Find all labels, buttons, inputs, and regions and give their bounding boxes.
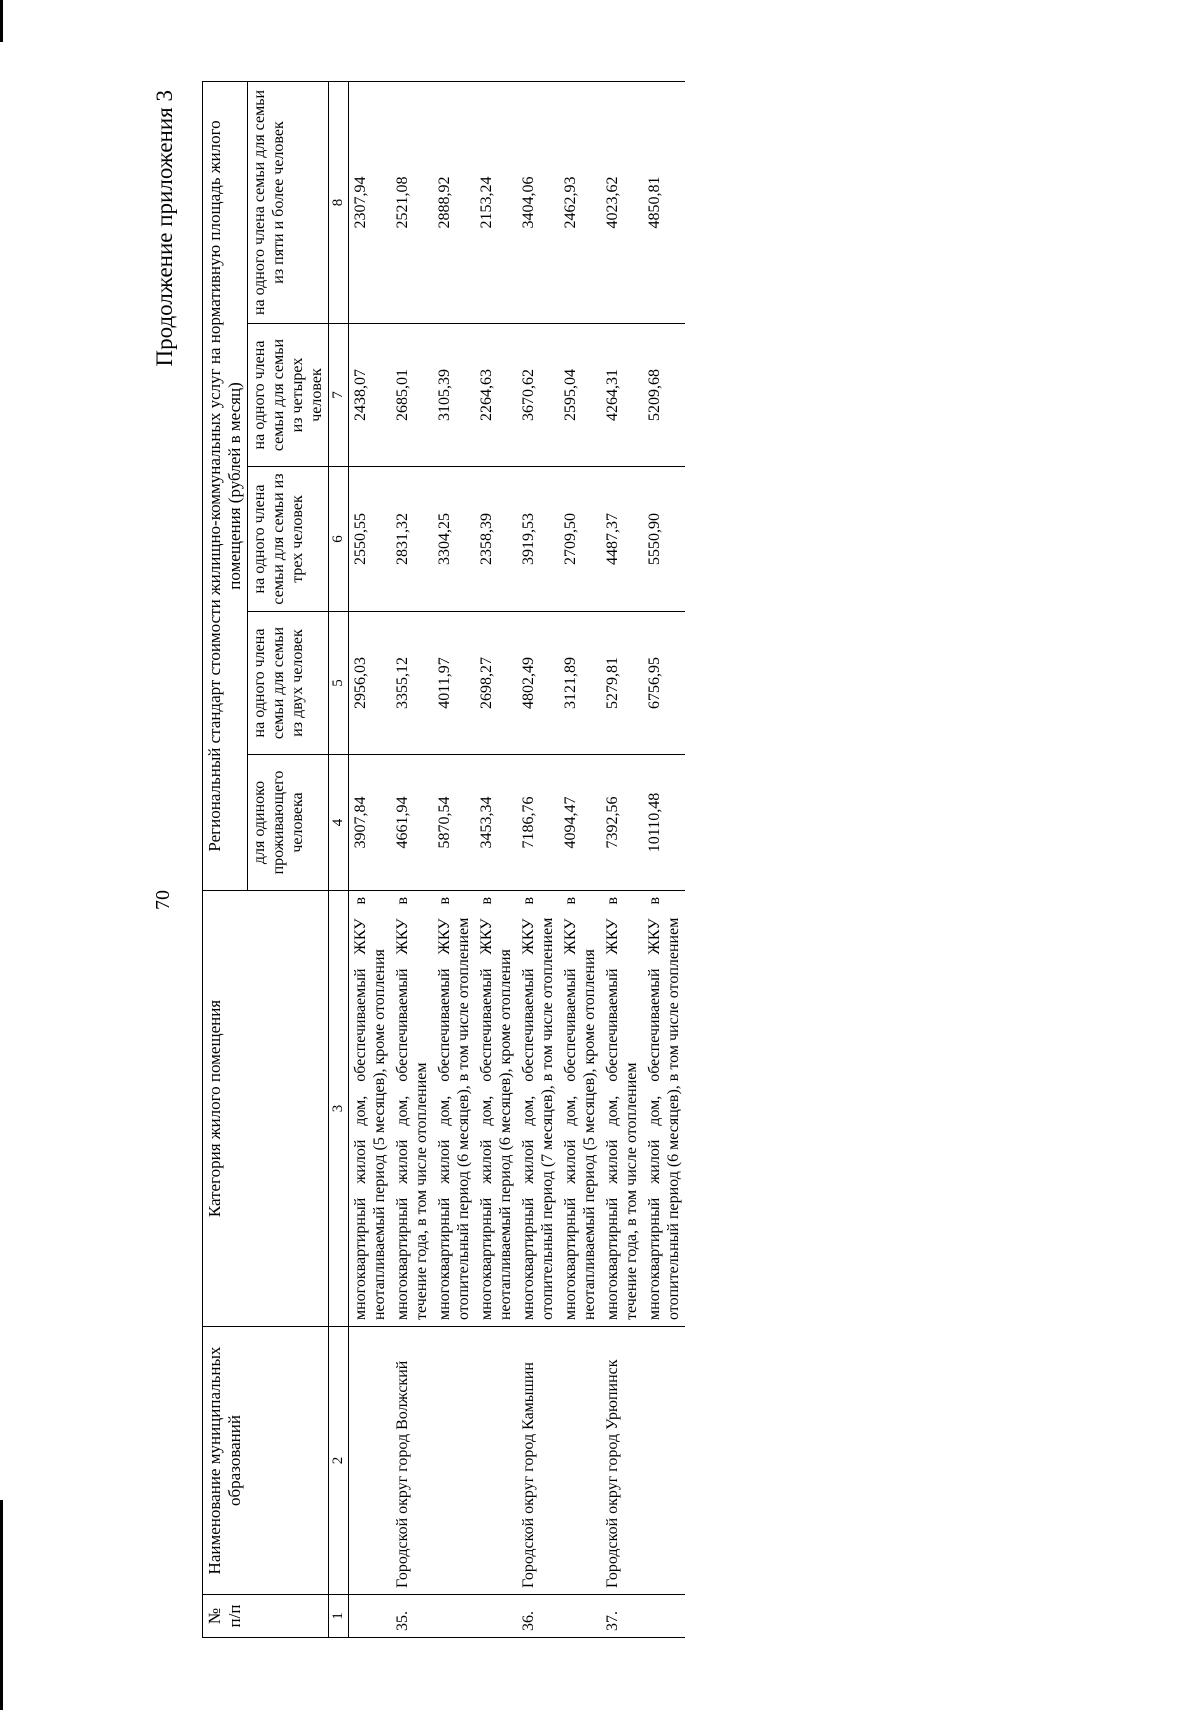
value-single: 10110,48 <box>643 755 685 891</box>
header-standard: Региональный стандарт стоимости жилищно-коммунальных услуг на нормативную площадь жилого помещения (рублей в месяц) <box>203 81 248 890</box>
value-two: 6756,95 <box>643 612 685 755</box>
municipality-name <box>349 1327 392 1595</box>
value-single: 3907,84 <box>349 755 392 891</box>
value-three: 4487,37 <box>601 467 643 612</box>
column-number: 3 <box>329 891 349 1327</box>
table-row <box>349 81 392 1637</box>
scan-edge-mark-top <box>0 0 3 42</box>
value-single: 7186,76 <box>517 755 559 891</box>
row-number: 37. <box>601 1595 643 1638</box>
column-number: 2 <box>329 1327 349 1595</box>
municipality-name: Городской округ город Урюпинск <box>601 1327 643 1595</box>
header-sub-four: на одного члена семьи для семьи из четырех человек <box>248 324 329 467</box>
municipality-name <box>433 1327 475 1595</box>
value-two: 4802,49 <box>517 612 559 755</box>
column-number: 5 <box>329 612 349 755</box>
row-number <box>349 1595 392 1638</box>
column-number: 6 <box>329 467 349 612</box>
column-number: 4 <box>329 755 349 891</box>
value-two: 2698,27 <box>475 612 517 755</box>
value-five: 3404,06 <box>517 81 559 323</box>
value-single: 4661,94 <box>391 755 433 891</box>
header-num: № п/п <box>203 1595 329 1638</box>
column-number: 7 <box>329 324 349 467</box>
value-single: 4094,47 <box>559 755 601 891</box>
row-number: 35. <box>391 1595 433 1638</box>
header-name: Наименование муниципальных образований <box>203 1327 329 1595</box>
value-three: 2709,50 <box>559 467 601 612</box>
table-row <box>517 81 559 1637</box>
housing-category: многоквартирный жилой дом, обеспечиваемый ЖКУ в отопительный период (6 месяцев), в том числе отоплением <box>433 891 475 1327</box>
value-three: 3304,25 <box>433 467 475 612</box>
value-single: 3453,34 <box>475 755 517 891</box>
value-two: 3121,89 <box>559 612 601 755</box>
table-row <box>391 81 433 1637</box>
value-three: 2550,55 <box>349 467 392 612</box>
value-five: 2153,24 <box>475 81 517 323</box>
housing-category: многоквартирный жилой дом, обеспечиваемый ЖКУ в течение года, в том числе отоплением <box>391 891 433 1327</box>
header-sub-five: на одного члена семьи для семьи из пяти и более человек <box>248 81 329 323</box>
value-five: 2521,08 <box>391 81 433 323</box>
value-four: 3105,39 <box>433 324 475 467</box>
table-row <box>433 81 475 1637</box>
row-number <box>475 1595 517 1638</box>
value-four: 2264,63 <box>475 324 517 467</box>
value-five: 2307,94 <box>349 81 392 323</box>
housing-category: многоквартирный жилой дом, обеспечиваемый ЖКУ в отопительный период (7 месяцев), в том числе отоплением <box>517 891 559 1327</box>
value-five: 4023,62 <box>601 81 643 323</box>
table-row <box>559 81 601 1637</box>
value-two: 3355,12 <box>391 612 433 755</box>
value-two: 5279,81 <box>601 612 643 755</box>
housing-category: многоквартирный жилой дом, обеспечиваемый ЖКУ в отопительный период (6 месяцев), в том числе отоплением <box>643 891 685 1327</box>
value-five: 4850,81 <box>643 81 685 323</box>
municipality-name <box>559 1327 601 1595</box>
value-five: 2462,93 <box>559 81 601 323</box>
housing-category: многоквартирный жилой дом, обеспечиваемый ЖКУ в неотапливаемый период (5 месяцев), кроме отопления <box>349 891 392 1327</box>
standard-cost-table <box>202 81 685 1638</box>
column-number: 8 <box>329 81 349 323</box>
header-category: Категория жилого помещения <box>203 891 329 1327</box>
row-number: 36. <box>517 1595 559 1638</box>
row-number <box>643 1595 685 1638</box>
value-four: 2685,01 <box>391 324 433 467</box>
table-row <box>643 81 685 1637</box>
page-number: 70 <box>152 890 174 910</box>
value-three: 5550,90 <box>643 467 685 612</box>
scan-edge-mark-bottom <box>0 1500 3 1710</box>
header-sub-three: на одного члена семьи для семьи из трех человек <box>248 467 329 612</box>
value-single: 7392,56 <box>601 755 643 891</box>
document-sheet <box>152 82 1056 1638</box>
value-two: 4011,97 <box>433 612 475 755</box>
value-four: 2438,07 <box>349 324 392 467</box>
header-sub-two: на одного члена семьи для семьи из двух человек <box>248 612 329 755</box>
table-row <box>475 81 517 1637</box>
continuation-title: Продолжение приложения 3 <box>152 90 177 367</box>
row-number <box>433 1595 475 1638</box>
column-number: 1 <box>329 1595 349 1638</box>
value-four: 5209,68 <box>643 324 685 467</box>
value-three: 2358,39 <box>475 467 517 612</box>
housing-category: многоквартирный жилой дом, обеспечиваемый ЖКУ в течение года, в том числе отоплением <box>601 891 643 1327</box>
value-three: 3919,53 <box>517 467 559 612</box>
value-five: 2888,92 <box>433 81 475 323</box>
value-four: 3670,62 <box>517 324 559 467</box>
value-four: 4264,31 <box>601 324 643 467</box>
value-two: 2956,03 <box>349 612 392 755</box>
column-number-row <box>329 81 349 1637</box>
header-sub-single: для одиноко проживающего человека <box>248 755 329 891</box>
municipality-name <box>475 1327 517 1595</box>
table-row <box>601 81 643 1637</box>
municipality-name <box>643 1327 685 1595</box>
housing-category: многоквартирный жилой дом, обеспечиваемый ЖКУ в неотапливаемый период (5 месяцев), кроме отопления <box>559 891 601 1327</box>
value-three: 2831,32 <box>391 467 433 612</box>
row-number <box>559 1595 601 1638</box>
housing-category: многоквартирный жилой дом, обеспечиваемый ЖКУ в неотапливаемый период (6 месяцев), кроме отопления <box>475 891 517 1327</box>
municipality-name: Городской округ город Камышин <box>517 1327 559 1595</box>
municipality-name: Городской округ город Волжский <box>391 1327 433 1595</box>
value-four: 2595,04 <box>559 324 601 467</box>
value-single: 5870,54 <box>433 755 475 891</box>
